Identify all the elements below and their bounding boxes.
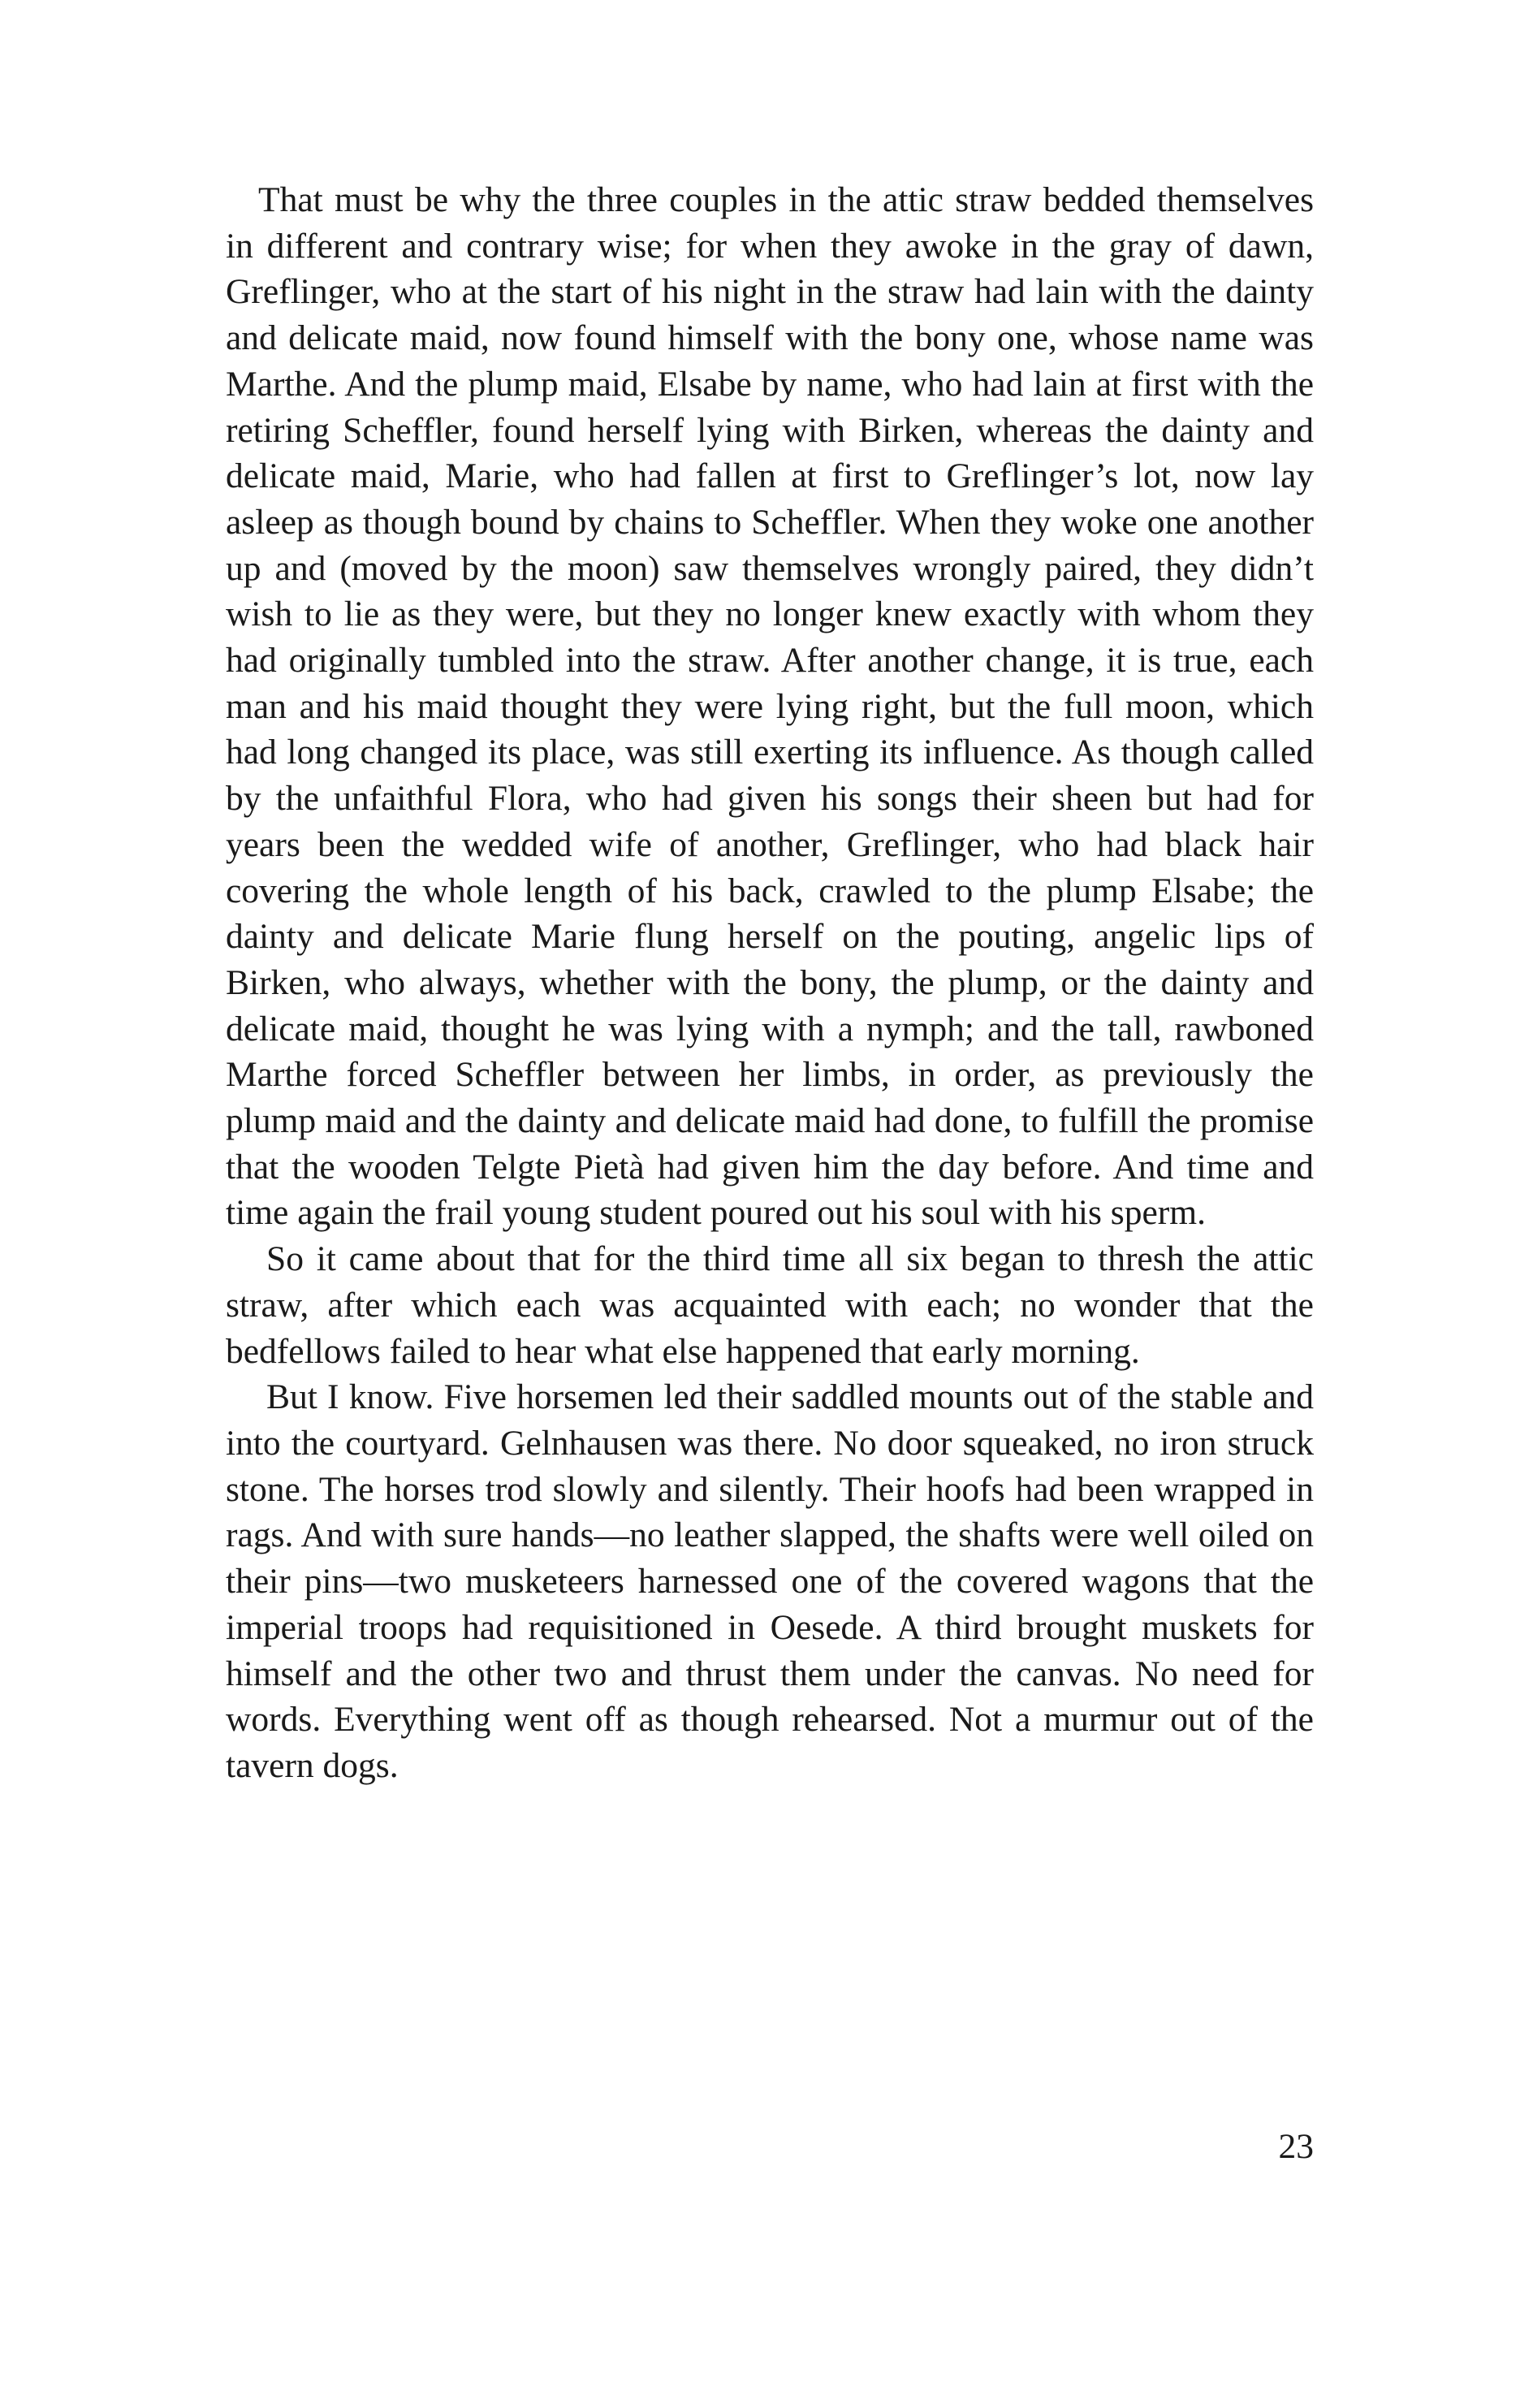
- body-text: [226, 177, 1314, 1789]
- paragraph-2: So it came about that for the third time all six began to thresh the attic straw, after which each was acquainted with each; no wonder that the bedfellows failed to hear what else happened that early morning.: [226, 1239, 1314, 1371]
- paragraph-3: But I know. Five horsemen led their saddled mounts out of the stable and into the courtyard. Gelnhausen was there. No door squeaked, no iron struck stone. The horses trod slowly and silently. Their hoofs had been wrapped in rags. And with sure hands—no leather slapped, the shafts were well oiled on their pins—two musketeers harnessed one of the covered wagons that the imperial troops had requisitioned in Oesede. A third brought muskets for himself and the other two and thrust them under the canvas. No need for words. Everything went off as though rehearsed. Not a murmur out of the tavern dogs.: [226, 1377, 1314, 1785]
- page-number: 23: [1278, 2127, 1314, 2166]
- paragraph-1: That must be why the three couples in the attic straw bedded themselves in different and contrary wise; for when they awoke in the gray of dawn, Greflinger, who at the start of his night in the straw had lain with the dainty and delicate maid, now found himself with the bony one, whose name was Marthe. And the plump maid, Elsabe by name, who had lain at first with the retiring Scheffler, found herself lying with Birken, whereas the dainty and delicate maid, Marie, who had fallen at first to Greflinger’s lot, now lay asleep as though bound by chains to Scheffler. When they woke one another up and (moved by the moon) saw themselves wrongly paired, they didn’t wish to lie as they were, but they no longer knew exactly with whom they had originally tumbled into the straw. After another change, it is true, each man and his maid thought they were lying right, but the full moon, which had long changed its place, was still exerting its influence. As though called by the unfaithful Flora, who had given his songs their sheen but had for years been the wedded wife of another, Greflinger, who had black hair covering the whole length of his back, crawled to the plump Elsabe; the dainty and delicate Marie flung herself on the pouting, angelic lips of Birken, who always, whether with the bony, the plump, or the dainty and delicate maid, thought he was lying with a nymph; and the tall, rawboned Marthe forced Scheffler between her limbs, in order, as previously the plump maid and the dainty and delicate maid had done, to fulfill the promise that the wooden Telgte Pietà had given him the day before. And time and time again the frail young student poured out his soul with his sperm.: [226, 180, 1314, 1233]
